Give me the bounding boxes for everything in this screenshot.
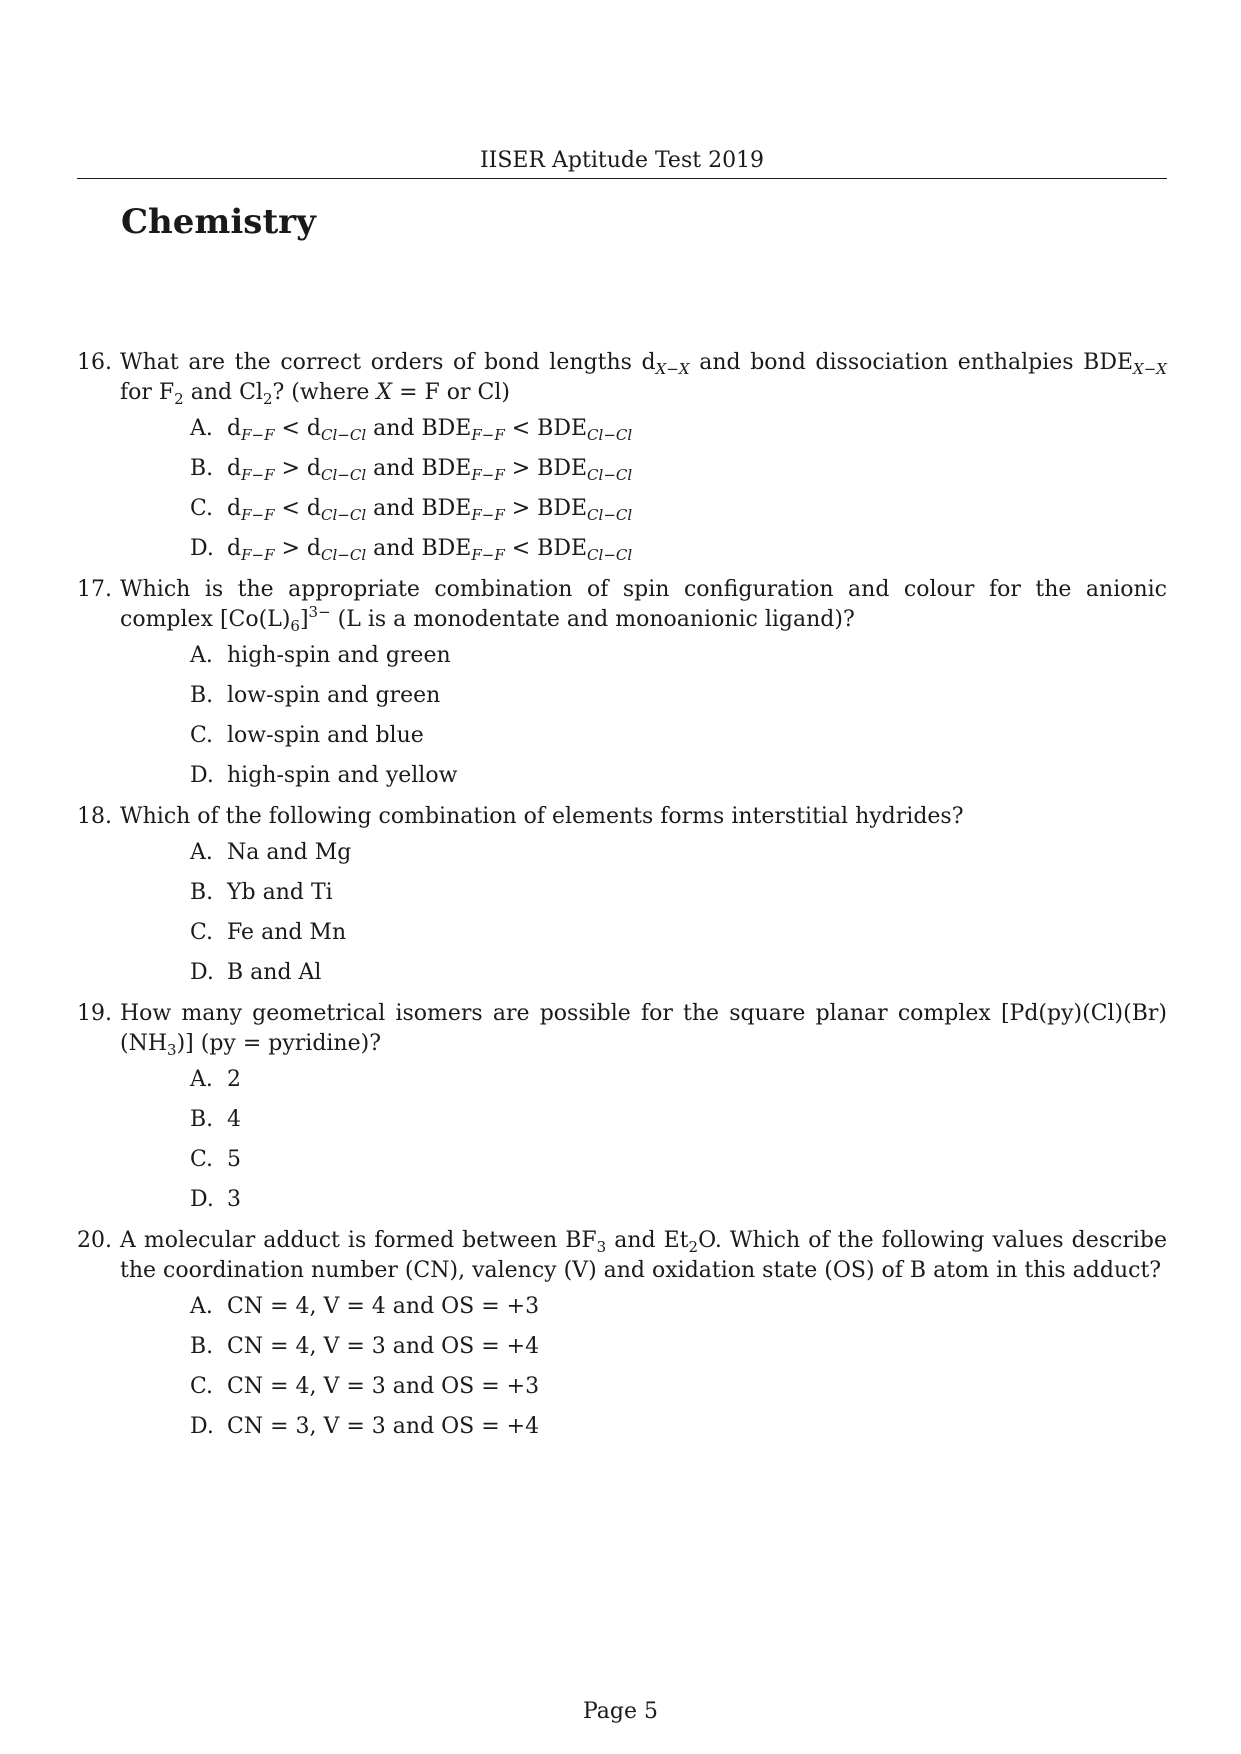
section-title: Chemistry <box>121 202 316 242</box>
answer-options <box>120 1065 1167 1215</box>
page-number: Page 5 <box>582 1699 659 1724</box>
option-b: B. Yb and Ti <box>190 880 333 905</box>
question-number: 17. <box>77 577 112 602</box>
option-a: A. high-spin and green <box>190 643 451 668</box>
answer-options <box>120 1292 1167 1442</box>
option-b: B. CN = 4, V = 3 and OS = +4 <box>190 1334 540 1359</box>
question-text: A molecular adduct is formed between $BF_3$ and $Et_2O$. Which of the following values describe the coordination number (CN), valency (V) and oxidation state (OS) of B atom in this adduct? <box>120 1228 1167 1283</box>
option-b: B. $d_{F-F} > d_{Cl-Cl}$ and $BDE_{F-F} > BDE_{Cl-Cl}$ <box>190 456 633 484</box>
answer-options <box>120 641 1167 791</box>
option-d: D. CN = 3, V = 3 and OS = +4 <box>190 1414 540 1439</box>
question-list <box>77 348 1167 1453</box>
option-c: C. 5 <box>190 1147 241 1172</box>
answer-options <box>120 414 1167 564</box>
question-text: How many geometrical isomers are possible for the square planar complex $[Pd(py)(Cl)(Br)(NH_3)] (py$ = pyridine)? <box>120 1001 1167 1059</box>
page-header: IISER Aptitude Test 2019 <box>479 148 765 173</box>
question-number: 16. <box>77 350 112 375</box>
option-c: C. $d_{F-F} < d_{Cl-Cl}$ and $BDE_{F-F} > BDE_{Cl-Cl}$ <box>190 496 633 524</box>
header-divider <box>77 178 1167 179</box>
option-b: B. low-spin and green <box>190 683 441 708</box>
option-b: B. 4 <box>190 1107 241 1132</box>
option-a: A. Na and Mg <box>190 840 352 865</box>
question-17 <box>77 575 1167 791</box>
question-20 <box>77 1226 1167 1442</box>
option-c: C. Fe and Mn <box>190 920 347 945</box>
question-number: 19. <box>77 1001 112 1026</box>
question-text: What are the correct orders of bond lengths $d_{X-X}$ and bond dissociation enthalpies $BDE_{X-X}$ for $F_2$ and $Cl_2$? (where X = F or Cl) <box>120 350 1167 408</box>
option-d: D. 3 <box>190 1187 241 1212</box>
question-16 <box>77 348 1167 564</box>
question-text: Which of the following combination of elements forms interstitial hydrides? <box>120 804 964 829</box>
question-19 <box>77 999 1167 1215</box>
question-18 <box>77 802 1167 988</box>
option-a: A. CN = 4, V = 4 and OS = +3 <box>190 1294 540 1319</box>
question-number: 18. <box>77 804 112 829</box>
option-a: A. 2 <box>190 1067 241 1092</box>
option-c: C. CN = 4, V = 3 and OS = +3 <box>190 1374 540 1399</box>
option-d: D. high-spin and yellow <box>190 763 458 788</box>
option-d: D. B and Al <box>190 960 322 985</box>
question-number: 20. <box>77 1228 112 1253</box>
answer-options <box>120 838 1167 988</box>
option-a: A. $d_{F-F} < d_{Cl-Cl}$ and $BDE_{F-F} < BDE_{Cl-Cl}$ <box>190 416 633 444</box>
option-d: D. $d_{F-F} > d_{Cl-Cl}$ and $BDE_{F-F} < BDE_{Cl-Cl}$ <box>190 536 633 564</box>
question-text: Which is the appropriate combination of spin configuration and colour for the anionic complex $[Co(L)_6]^{3-}$ (L is a monodentate and monoanionic ligand)? <box>120 577 1167 635</box>
option-c: C. low-spin and blue <box>190 723 424 748</box>
